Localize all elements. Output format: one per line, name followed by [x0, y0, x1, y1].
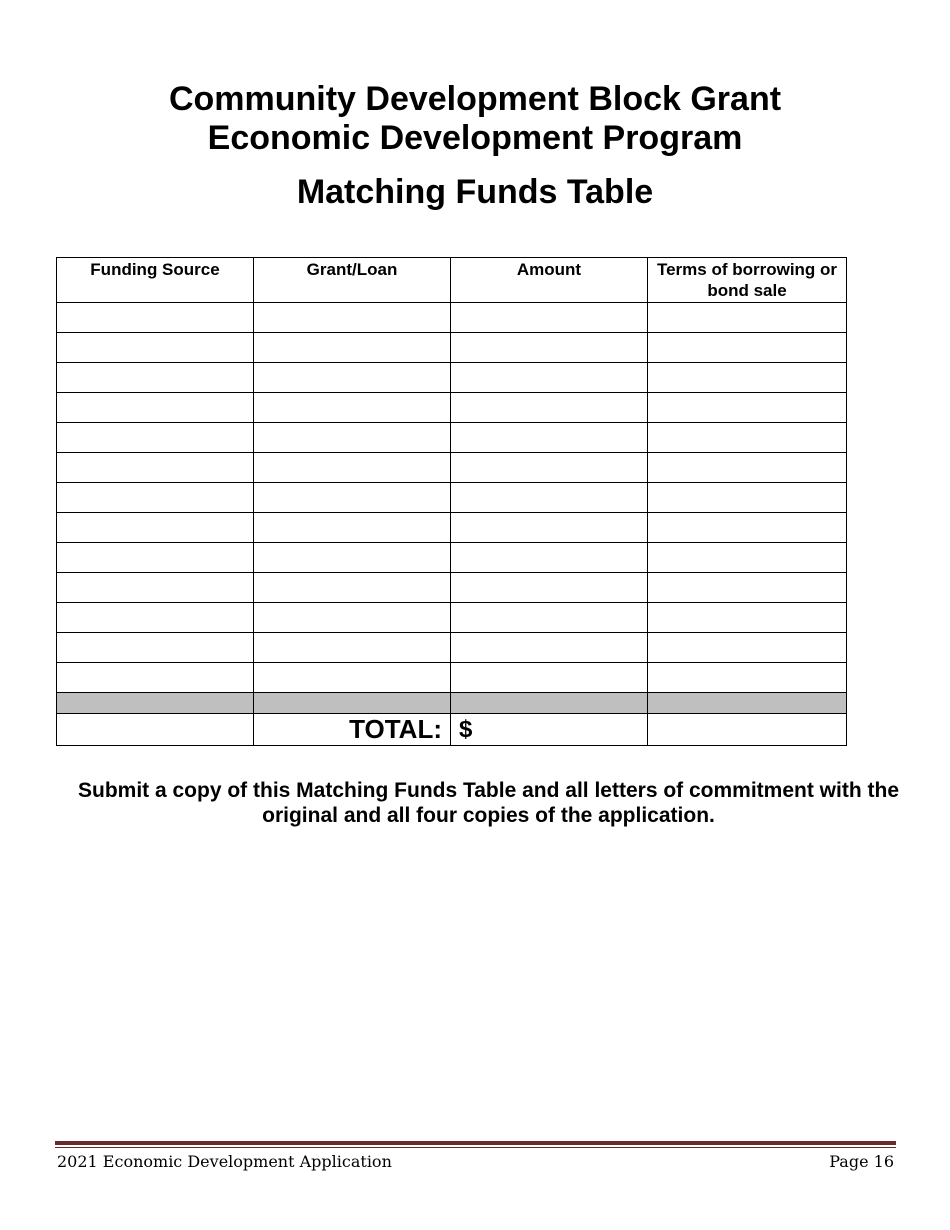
table-separator-row: [57, 693, 847, 714]
table-cell[interactable]: [57, 603, 254, 633]
table-cell[interactable]: [648, 483, 847, 513]
table-cell[interactable]: [648, 303, 847, 333]
table-cell[interactable]: [254, 513, 451, 543]
table-cell[interactable]: [451, 513, 648, 543]
table-cell[interactable]: [254, 633, 451, 663]
page-title: Community Development Block Grant: [168, 80, 782, 118]
table-cell[interactable]: [254, 483, 451, 513]
table-cell[interactable]: [648, 663, 847, 693]
table-row: [57, 543, 847, 573]
table-cell[interactable]: [648, 393, 847, 423]
table-cell[interactable]: [254, 573, 451, 603]
table-cell[interactable]: [57, 333, 254, 363]
table-body: [57, 303, 847, 746]
page-subtitle: Economic Development Program: [207, 119, 743, 157]
table-cell[interactable]: [57, 303, 254, 333]
table-cell[interactable]: [254, 663, 451, 693]
table-cell[interactable]: [254, 543, 451, 573]
table-cell[interactable]: [451, 573, 648, 603]
column-header-amount: Amount: [451, 258, 648, 303]
table-row: [57, 363, 847, 393]
table-row: [57, 303, 847, 333]
table-row: [57, 633, 847, 663]
table-cell[interactable]: [451, 303, 648, 333]
table-cell[interactable]: [57, 363, 254, 393]
table-cell[interactable]: [648, 363, 847, 393]
footer-document-name: 2021 Economic Development Application: [57, 1152, 392, 1171]
footer-page-number: Page 16: [829, 1152, 894, 1171]
table-cell: [254, 693, 451, 714]
table-cell[interactable]: [57, 393, 254, 423]
table-cell[interactable]: [648, 603, 847, 633]
table-row: [57, 513, 847, 543]
footer-divider: [55, 1141, 896, 1145]
table-title: Matching Funds Table: [296, 173, 654, 211]
submission-instructions: Submit a copy of this Matching Funds Table and all letters of commitment with the original and all four copies of the application.: [77, 779, 899, 827]
table-cell[interactable]: [57, 714, 254, 746]
table-cell[interactable]: [451, 333, 648, 363]
table-cell[interactable]: [648, 714, 847, 746]
table-cell: [57, 693, 254, 714]
table-cell[interactable]: [57, 513, 254, 543]
table-cell[interactable]: [254, 303, 451, 333]
table-cell[interactable]: [254, 453, 451, 483]
table-cell: [648, 693, 847, 714]
table-cell[interactable]: [648, 633, 847, 663]
table-row: [57, 453, 847, 483]
table-cell[interactable]: [254, 423, 451, 453]
table-cell[interactable]: [254, 333, 451, 363]
table-cell[interactable]: [451, 453, 648, 483]
table-cell[interactable]: [648, 513, 847, 543]
table-cell[interactable]: [57, 663, 254, 693]
table-cell[interactable]: [451, 423, 648, 453]
table-cell[interactable]: [57, 633, 254, 663]
total-label: TOTAL:: [254, 714, 451, 746]
table-cell[interactable]: [648, 423, 847, 453]
table-cell[interactable]: [57, 573, 254, 603]
footer-divider-thin: [55, 1147, 896, 1148]
table-cell[interactable]: [57, 543, 254, 573]
table-row: [57, 663, 847, 693]
column-header-grant-loan: Grant/Loan: [254, 258, 451, 303]
table-cell[interactable]: [451, 393, 648, 423]
table-cell[interactable]: [451, 633, 648, 663]
table-cell[interactable]: [648, 333, 847, 363]
matching-funds-table: [56, 257, 847, 746]
column-header-funding-source: Funding Source: [57, 258, 254, 303]
table-row: [57, 423, 847, 453]
table-row: [57, 333, 847, 363]
table-cell[interactable]: [451, 363, 648, 393]
total-amount-field[interactable]: $: [451, 714, 648, 746]
table-cell[interactable]: [451, 543, 648, 573]
table-cell[interactable]: [648, 543, 847, 573]
table-row: [57, 603, 847, 633]
table-cell[interactable]: [451, 663, 648, 693]
table-cell[interactable]: [648, 453, 847, 483]
total-row: [57, 714, 847, 746]
table-cell[interactable]: [451, 603, 648, 633]
table-cell[interactable]: [254, 393, 451, 423]
table-cell[interactable]: [57, 423, 254, 453]
table-row: [57, 483, 847, 513]
table-cell[interactable]: [451, 483, 648, 513]
table-row: [57, 573, 847, 603]
table-cell[interactable]: [648, 573, 847, 603]
table-row: [57, 393, 847, 423]
table-cell[interactable]: [57, 453, 254, 483]
table-cell: [451, 693, 648, 714]
table-header-row: [57, 258, 847, 303]
table-cell[interactable]: [254, 603, 451, 633]
column-header-terms: Terms of borrowing or bond sale: [648, 258, 847, 303]
table-cell[interactable]: [254, 363, 451, 393]
table-cell[interactable]: [57, 483, 254, 513]
